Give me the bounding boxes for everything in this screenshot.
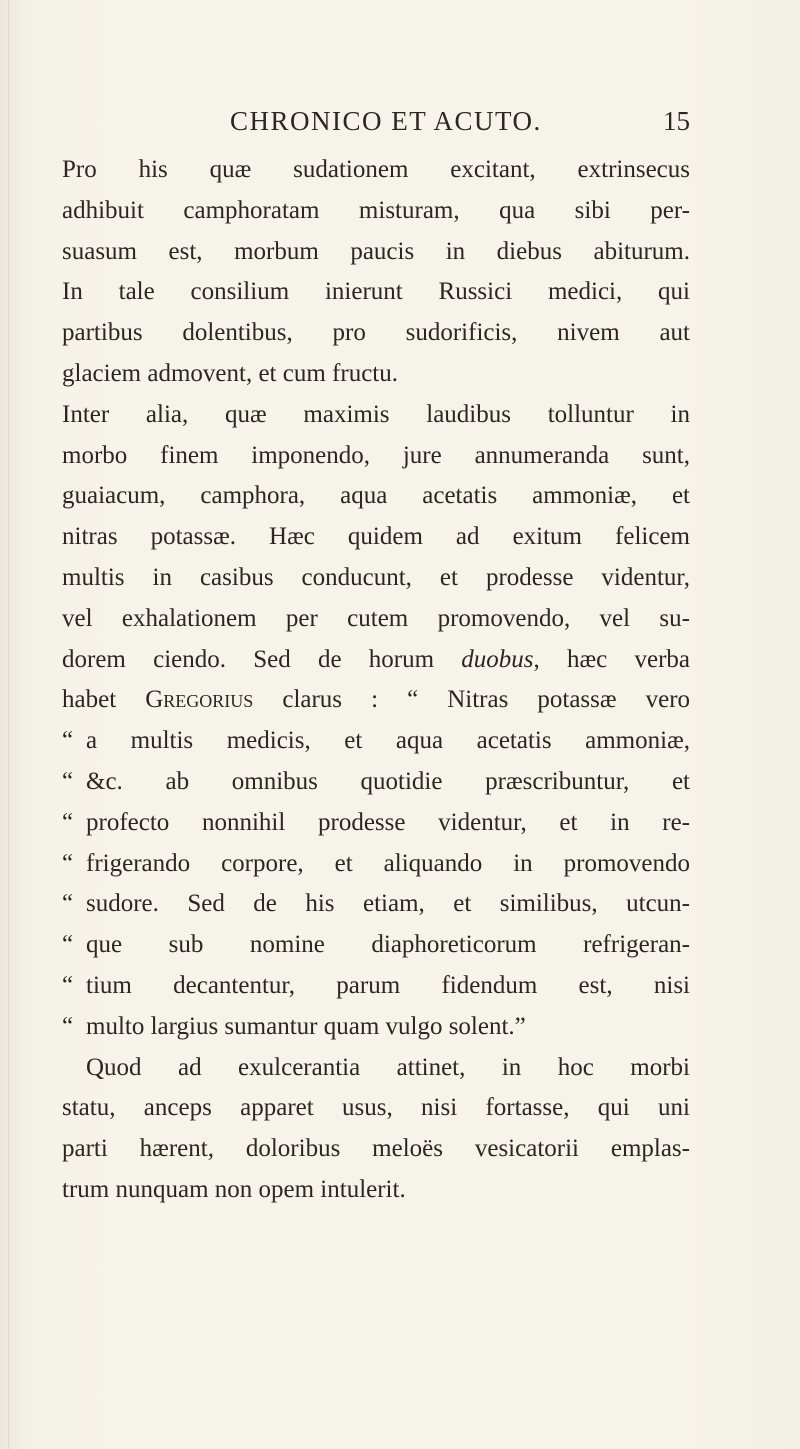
text-line: partibus dolentibus, pro sudorificis, nivem aut [62,319,690,347]
text-line: vel exhalationem per cutem promovendo, vel su- [62,604,690,632]
italic-word: duobus [461,645,534,673]
text-line: adhibuit camphoratam misturam, qua sibi per- [62,196,690,224]
running-head [120,106,690,146]
quote-line [62,762,690,803]
quote-line [62,966,690,1007]
page-edge-shadow [8,0,9,1449]
quote-mark: “ [62,727,74,755]
quote-text: &c. ab omnibus quotidie præscribuntur, et [86,767,690,795]
quote-line [62,1007,690,1048]
quote-text: tium decantentur, parum fidendum est, nisi [86,971,690,999]
quote-mark: “ [62,849,74,877]
quote-text: a multis medicis, et aqua acetatis ammoniæ, [86,727,690,755]
text-fragment: , hæc verba [533,645,691,673]
author-name: Gregorius [145,686,254,714]
text-line: statu, anceps apparet usus, nisi fortasse, qui uni [62,1094,690,1122]
text-line: nitras potassæ. Hæc quidem ad exitum felicem [62,523,690,551]
page-number: 15 [663,106,690,136]
quote-line [62,844,690,885]
quote-text: multo largius sumantur quam vulgo solent.” [86,1012,526,1040]
quote-text: que sub nomine diaphoreticorum refrigeran- [86,931,690,959]
text-line: guaiacum, camphora, aqua acetatis ammoniæ, et [62,482,690,510]
text-line: glaciem admovent, et cum fructu. [62,359,398,387]
text-line: trum nunquam non opem intulerit. [62,1175,406,1203]
quote-text: profecto nonnihil prodesse videntur, et in re- [86,808,690,836]
quote-mark: “ [62,767,74,795]
text-line: In tale consilium inierunt Russici medici, qui [62,278,690,306]
quote-mark: “ [62,971,74,999]
text-line-mixed [62,640,690,681]
text-line: multis in casibus conducunt, et prodesse videntur, [62,563,690,591]
quote-line [62,884,690,925]
quote-text: frigerando corpore, et aliquando in promovendo [86,849,690,877]
text-line-mixed [62,680,690,721]
quote-line [62,803,690,844]
quote-mark: “ [62,890,74,918]
quote-mark: “ [62,1012,74,1040]
text-line: Quod ad exulcerantia attinet, in hoc morbi [86,1053,690,1081]
running-head-title: CHRONICO ET ACUTO. [230,106,542,136]
text-fragment: dorem ciendo. Sed de horum [62,645,435,673]
text-line: Pro his quæ sudationem excitant, extrinsecus [62,156,690,183]
quote-line [62,721,690,762]
quote-text: sudore. Sed de his etiam, et similibus, utcun- [86,890,690,918]
text-fragment: clarus : “ Nitras potassæ vero [282,686,691,714]
quote-mark: “ [62,931,74,959]
body-text [62,150,690,1211]
quote-line [62,925,690,966]
text-line: morbo finem imponendo, jure annumeranda sunt, [62,441,690,469]
text-fragment: habet [62,686,117,714]
quote-mark: “ [62,808,74,836]
text-line: suasum est, morbum paucis in diebus abiturum. [62,237,690,265]
text-line: parti hærent, doloribus meloës vesicatorii emplas- [62,1135,690,1163]
text-line: Inter alia, quæ maximis laudibus tolluntur in [62,400,690,428]
